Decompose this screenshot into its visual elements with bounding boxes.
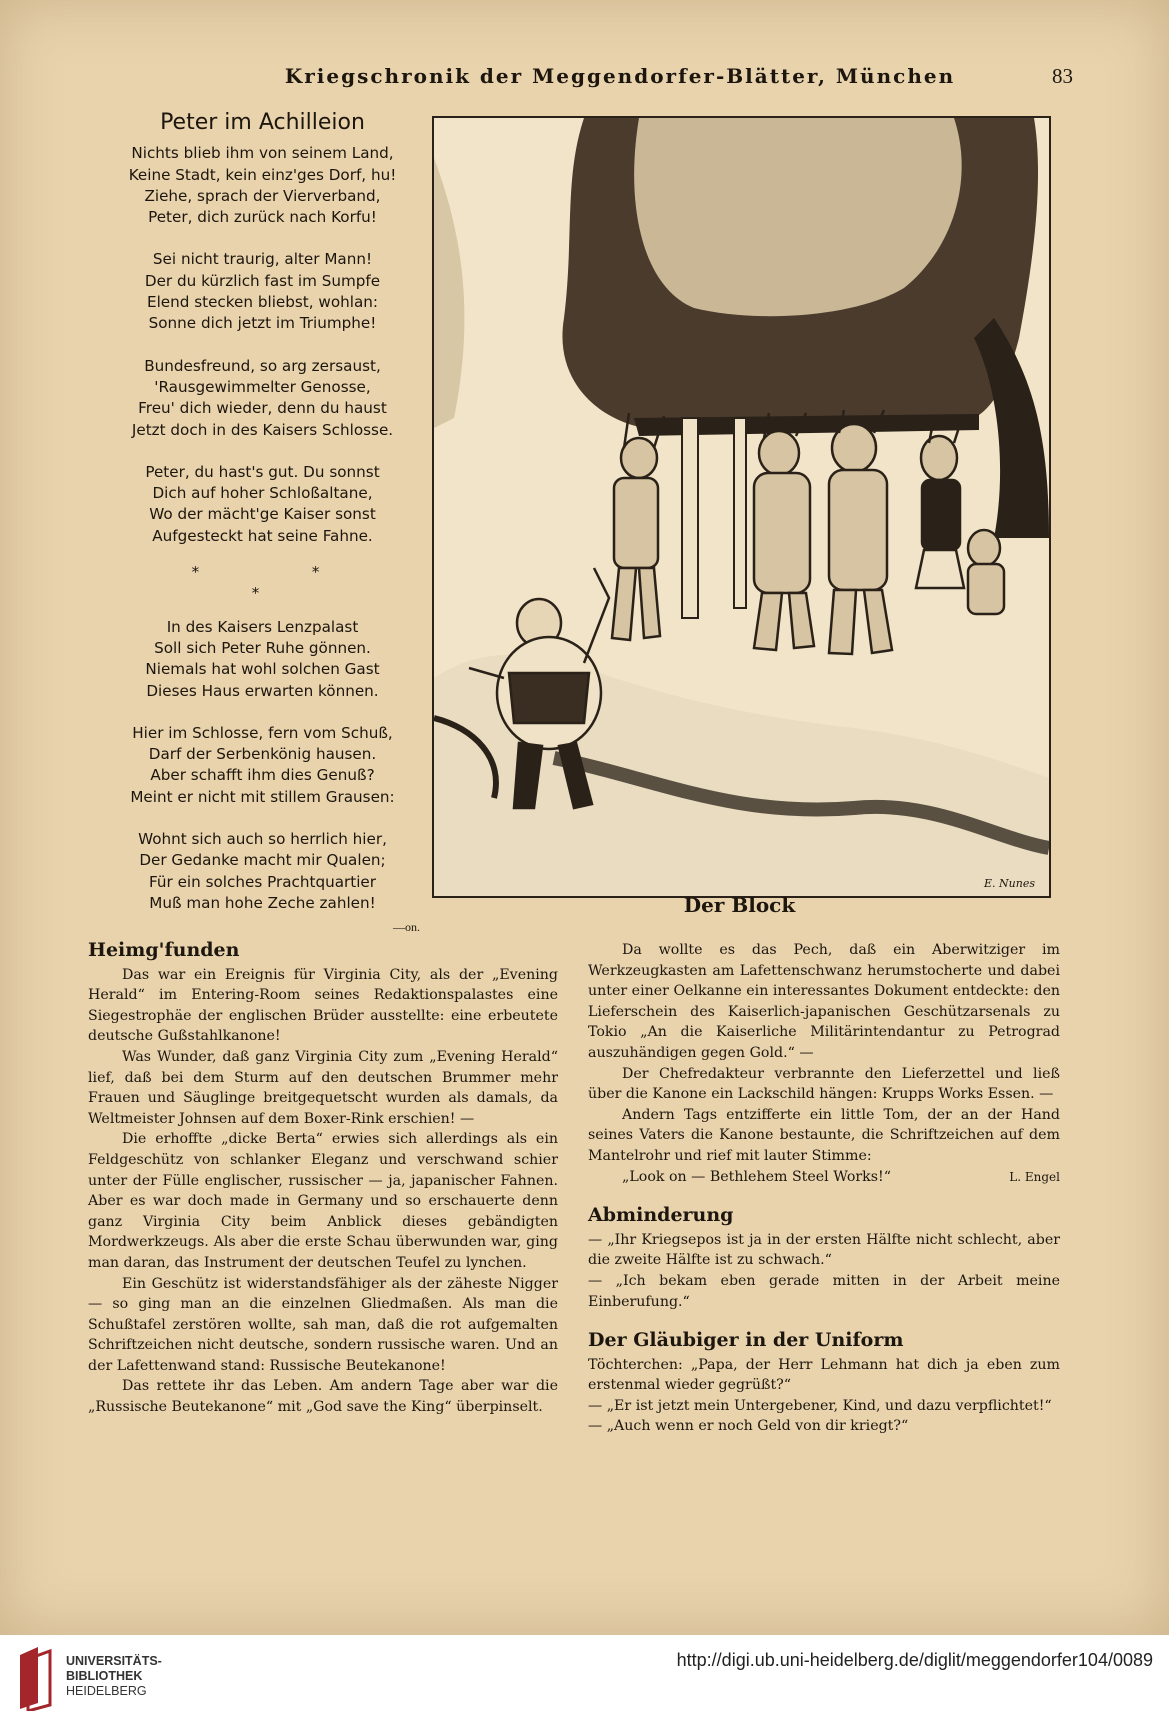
paragraph: Die erhoffte „dicke Berta“ erwies sich allerdings als ein Feldgeschütz von schlanker Eleganz und verschwand schier unter der Fülle englischer, russischer — ja, japanischer Fahnen. Aber es war doch made in Germany und so erschauerte denn ganz Virginia City beim Anblick dieses gebändigten Mordwerkzeugs. Als aber die erste Schau überwunden war, ging man daran, das Instrument der deutschen Teufel zu lynchen. [88,1131,558,1271]
poem-line: Dich auf hoher Schloßaltane, [152,484,373,503]
poem-line: In des Kaisers Lenzpalast [166,617,359,636]
poem-line: Dieses Haus erwarten können. [146,681,379,700]
paragraph: Was Wunder, daß ganz Virginia City zum „Evening Herald“ lief, daß bei dem Sturm auf den deutschen Brummer mehr Frauen und Säuglinge breitgequetscht wurden als damals, da Weltmeister Johnsen auf dem Boxer-Rink erschien! — [88,1048,558,1127]
dialogue-line: — „Auch wenn er noch Geld von dir kriegt?“ [588,1418,909,1435]
paragraph: Ein Geschütz ist widerstandsfähiger als der zäheste Nigger — so ging man an die einzelnen Gliedmaßen. Als man die Schußtafel zerstören wollte, sah man, daß die rot aufgemalten Schriftzeichen nicht deutsche, sondern russische waren. Und an der Lafettenwand stand: Russische Beutekanone! [88,1275,558,1374]
poem-line: Nichts blieb ihm von seinem Land, [131,144,394,163]
poem-line: Peter, du hast's gut. Du sonnst [145,462,380,481]
poem-line: Wo der mächt'ge Kaiser sonst [149,505,376,524]
dialogue-line: — „Ich bekam eben gerade mitten in der Arbeit meine Einberufung.“ [588,1272,1060,1310]
poem-line: Der Gedanke macht mir Qualen; [139,851,386,870]
poem-stanza [95,356,430,441]
poem-line: Aber schafft ihm dies Genuß? [150,766,375,785]
library-logo-icon [16,1645,56,1711]
poem-line: Jetzt doch in des Kaisers Schlosse. [131,420,394,439]
poem-stanza [95,143,430,228]
poem-line: Aufgesteckt hat seine Fahne. [152,526,373,545]
poem-line: Hier im Schlosse, fern vom Schuß, [132,723,393,742]
poem-line: Wohnt sich auch so herrlich hier, [138,830,387,849]
figure-caption: Der Block [683,893,796,917]
poem-line: Freu' dich wieder, denn du haust [138,399,387,418]
article-author: L. Engel [1009,1169,1060,1184]
footer-bar [0,1635,1169,1720]
poem-stanza [95,249,430,334]
running-title: Kriegschronik der Meggendorfer-Blätter, München [284,64,956,88]
poem-line: Für ein solches Prachtquartier [148,872,377,891]
illustration-drawing [434,118,1049,896]
poem-line: Ziehe, sprach der Vierverband, [144,186,381,205]
paragraph: Das rettete ihr das Leben. Am andern Tage aber war die „Russische Beutekanone“ mit „God save the King“ überpinselt. [88,1378,558,1416]
poem-stanza [95,617,430,702]
poem-line: Keine Stadt, kein einz'ges Dorf, hu! [128,165,397,184]
paragraph: Das war ein Ereignis für Virginia City, als der „Evening Herald“ im Entering-Room seines Redaktionspalastes eine Siegestrophäe der englischen Brüder ausstellte: eine erbeutete deutsche Gußstahlkanone! [88,966,558,1045]
left-column [88,940,558,1418]
paragraph: Andern Tags entzifferte ein little Tom, der an der Hand seines Vaters die Kanone bestaunte, die Schriftzeichen auf dem Mantelrohr und rief mit lauter Stimme: [588,1106,1060,1164]
paragraph: Da wollte es das Pech, daß ein Aberwitziger im Werkzeugkasten am Lafettenschwanz herumstocherte und dabei unter einer Oelkanne ein interessantes Dokument entdeckte: den Lieferschein des Kaiserlich-japanischen Geschützarsenals zu Tokio „An die Kaiserliche Militärintendantur zu Petrograd auszuhändigen gegen Gold.“ — [588,942,1060,1061]
poem-line: Darf der Serbenkönig hausen. [148,745,377,764]
poem-line: Meint er nicht mit stillem Grausen: [130,787,395,806]
poem-stanza [95,829,430,914]
dialogue-line: — „Er ist jetzt mein Untergebener, Kind, und dazu verpflichtet!“ [588,1397,1052,1414]
poem-signature: —on. [393,920,420,935]
section-heading-glaeubiger: Der Gläubiger in der Uniform [588,1329,904,1352]
source-url[interactable]: http://digi.ub.uni-heidelberg.de/diglit/meggendorfer104/0089 [676,1650,1153,1670]
poem-stanza [95,462,430,547]
section-heading-abminderung: Abminderung [588,1204,734,1227]
dialogue-line: — „Ihr Kriegsepos ist ja in der ersten Hälfte nicht schlecht, aber die zweite Hälfte ist zu schwach.“ [588,1231,1060,1269]
library-name-line: HEIDELBERG [66,1684,147,1698]
poem-line: Bundesfreund, so arg zersaust, [144,356,381,375]
poem-line: Sei nicht traurig, alter Mann! [152,250,373,269]
poem-line: Muß man hohe Zeche zahlen! [149,893,376,912]
quote-line: „Look on — Bethlehem Steel Works!“ [622,1168,891,1185]
poem-separator: * * * [191,563,374,603]
right-column [588,940,1060,1437]
poem-line: Soll sich Peter Ruhe gönnen. [154,638,371,657]
library-name-line: UNIVERSITÄTS- [66,1654,162,1668]
poem [95,112,430,939]
library-name-line: BIBLIOTHEK [66,1669,143,1683]
poem-line: Elend stecken bliebst, wohlan: [146,293,379,312]
poem-stanza [95,723,430,808]
illustration [432,116,1051,898]
paragraph [588,1167,1060,1188]
artist-signature: E. Nunes [984,877,1035,890]
library-name [66,1654,162,1699]
paragraph: Der Chefredakteur verbrannte den Lieferzettel und ließ über die Kanone ein Lackschild hängen: Krupps Works Essen. — [588,1065,1060,1103]
poem-line: Sonne dich jetzt im Triumphe! [148,314,377,333]
page-number: 83 [1052,64,1073,88]
poem-line: Peter, dich zurück nach Korfu! [148,208,377,227]
article-heading: Heimg'funden [88,939,240,961]
poem-line: Der du kürzlich fast im Sumpfe [144,271,381,290]
poem-title: Peter im Achilleion [160,110,365,135]
poem-line: 'Rausgewimmelter Genosse, [154,377,371,396]
dialogue-line: Töchterchen: „Papa, der Herr Lehmann hat dich ja eben zum erstenmal wieder gegrüßt?“ [588,1356,1060,1394]
poem-line: Niemals hat wohl solchen Gast [145,660,380,679]
